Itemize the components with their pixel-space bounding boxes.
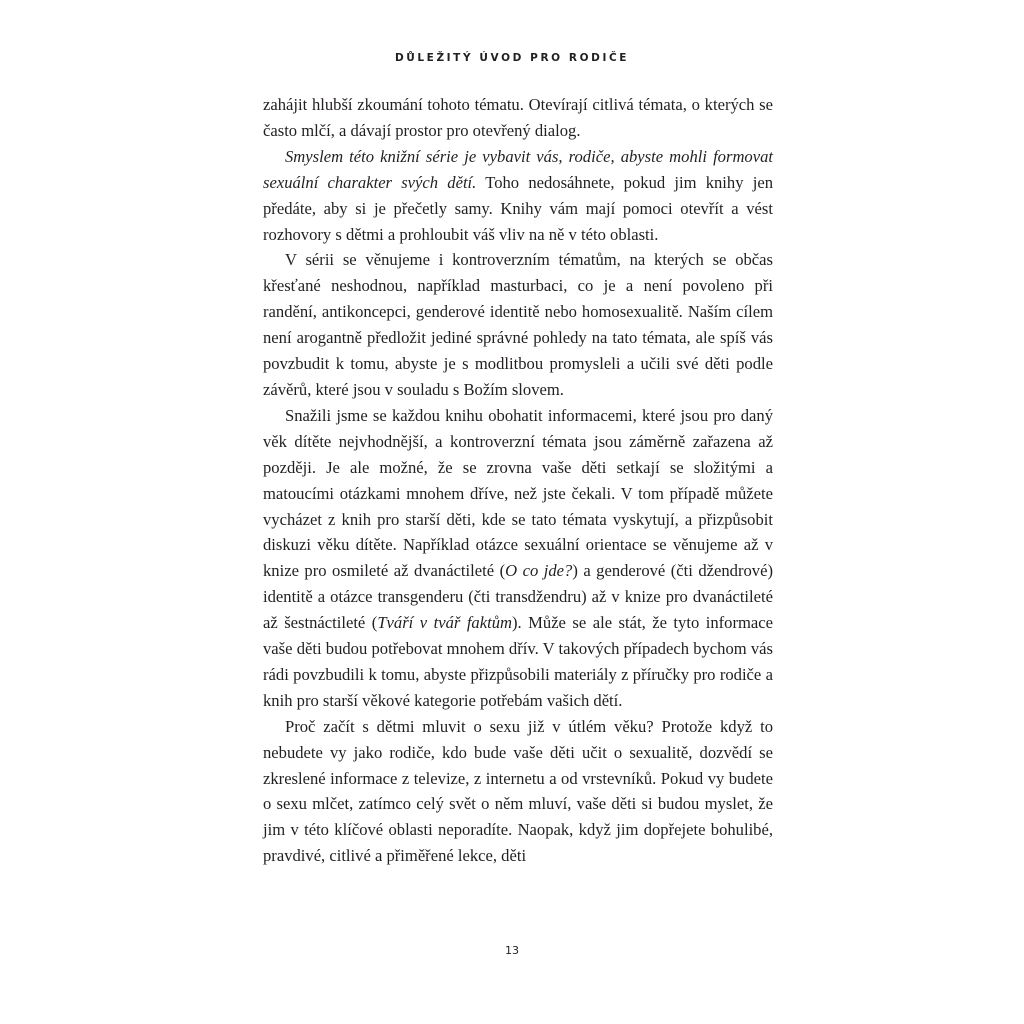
page-number: 13 xyxy=(505,944,519,957)
book-title-tvari-v-tvar-faktum: Tváří v tvář faktům xyxy=(377,613,512,633)
paragraph-3: V sérii se věnujeme i kontroverzním tématům, na kterých se občas křesťané neshodnou, například masturbaci, co je a není povoleno při randění, antikoncepci, genderové identitě nebo homosexualitě. Naším cílem není arogantně předložit jediné správné pohledy na tato témata, ale spíš vás povzbudit k tomu, abyste je s modlitbou promysleli a učili své děti podle závěrů, které jsou v souladu s Božím slovem. xyxy=(263,250,773,399)
paragraph-2-text: Toho nedosáhnete, pokud jim knihy jen předáte, aby si je přečetly samy. Knihy vám mají pomoci otevřít a vést rozhovory s dětmi a prohloubit váš vliv na ně v této oblasti. xyxy=(263,172,773,244)
book-title-o-co-jde: O co jde? xyxy=(505,561,573,581)
running-head: DŮLEŽITÝ ÚVOD PRO RODIČE xyxy=(394,52,630,64)
paragraph-2 xyxy=(263,144,773,248)
paragraph-1: zahájit hlubší zkoumání tohoto tématu. Otevírají citlivá témata, o kterých se často mlčí, a dávají prostor pro otevřený dialog. xyxy=(263,95,773,140)
series-purpose-italic: Smyslem této knižní série je vybavit vás, rodiče, abyste mohli formovat sexuální charakter svých dětí. xyxy=(263,146,773,192)
paragraph-4 xyxy=(263,403,773,714)
paragraph-4-text-a: Snažili jsme se každou knihu obohatit informacemi, které jsou pro daný věk dítěte nejvhodnější, a kontroverzní témata jsou záměrně zařazena až později. Je ale možné, že se zrovna vaše děti setkají se složitými a matoucími otázkami mnohem dříve, než jste čekali. V tom případě můžete vycházet z knih pro starší děti, kde se tato témata vyskytují, a přizpůsobit diskuzi věku dítěte. Například otázce sexuální orientace se věnujeme až v knize pro osmileté až dvanáctileté ( xyxy=(263,405,773,581)
paragraph-4-text-c: ). Může se ale stát, že tyto informace vaše děti budou potřebovat mnohem dřív. V takových případech bychom vás rádi povzbudili k tomu, abyste přizpůsobili materiály z příručky pro rodiče a knih pro starší věkové kategorie potřebám vašich dětí. xyxy=(263,613,773,710)
body-text xyxy=(263,92,773,869)
paragraph-5: Proč začít s dětmi mluvit o sexu již v útlém věku? Protože když to nebudete vy jako rodiče, kdo bude vaše děti učit o sexualitě, dozvědí se zkreslené informace z televize, z internetu a od vrstevníků. Pokud vy budete o sexu mlčet, zatímco celý svět o něm mluví, vaše děti si budou myslet, že jim v této klíčové oblasti neporadíte. Naopak, když jim dopřejete bohulibé, pravdivé, citlivé a přiměřené lekce, děti xyxy=(263,716,773,866)
paragraph-4-text-b: ) a genderové (čti džendrové) identitě a otázce transgenderu (čti transdžendru) až v knize pro dvanáctileté až šestnáctileté ( xyxy=(263,561,773,633)
